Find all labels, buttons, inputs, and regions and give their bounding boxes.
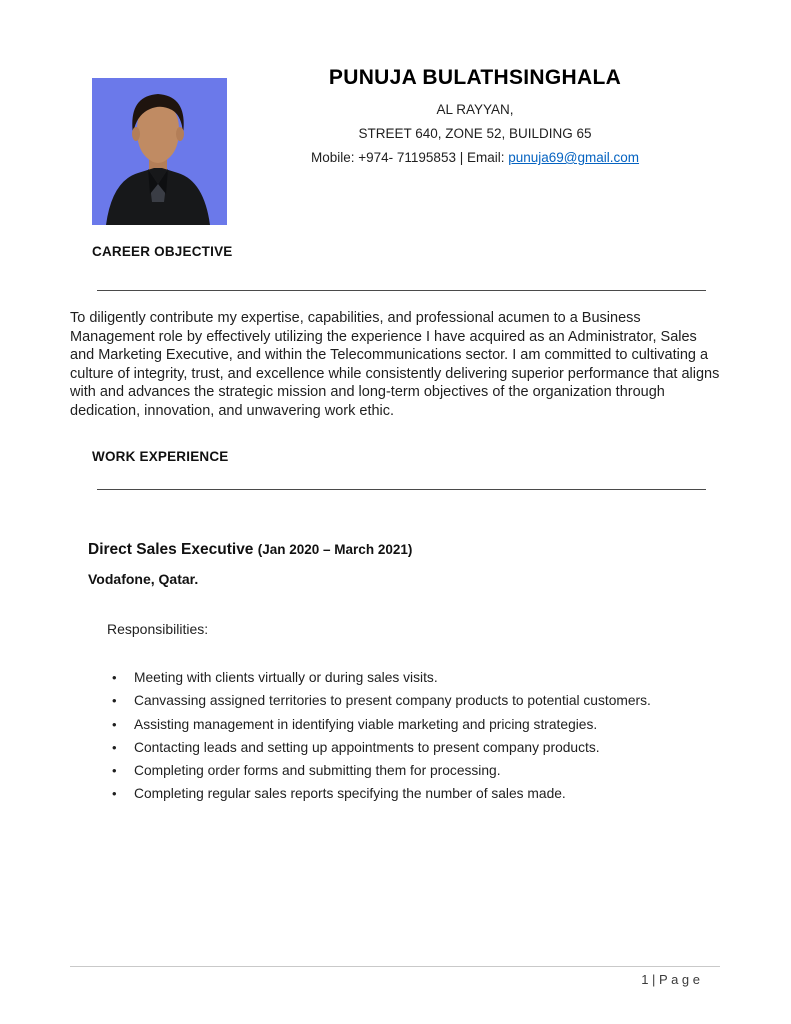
address-line-2: STREET 640, ZONE 52, BUILDING 65 — [358, 126, 592, 141]
address-line-1: AL RAYYAN, — [436, 102, 514, 117]
profile-photo-image — [92, 78, 227, 225]
contact-prefix: Mobile: +974- 71195853 | Email: — [310, 150, 509, 165]
bullet-icon: • — [112, 670, 117, 685]
career-objective-divider — [97, 290, 706, 291]
bullet-icon: • — [112, 739, 117, 755]
job-title-row — [88, 541, 412, 559]
bullet-icon: • — [112, 763, 117, 779]
profile-photo — [92, 78, 227, 225]
page-number: 1 | P a g e — [641, 972, 700, 987]
work-experience-divider — [97, 489, 706, 490]
responsibilities-label: Responsibilities: — [107, 621, 209, 637]
list-item — [112, 671, 702, 686]
responsibility-text: Completing regular sales reports specifying the number of sales made. — [134, 786, 566, 802]
header — [240, 66, 710, 165]
footer-divider — [70, 966, 720, 967]
job-title: Direct Sales Executive — [88, 541, 258, 558]
responsibility-text: Canvassing assigned territories to present company products to potential customers. — [134, 693, 651, 709]
list-item — [112, 694, 702, 709]
bullet-icon: • — [112, 693, 117, 709]
list-item — [112, 787, 702, 802]
responsibility-text: Completing order forms and submitting them for processing. — [134, 763, 501, 779]
responsibility-text: Meeting with clients virtually or during sales visits. — [134, 670, 438, 685]
email-link[interactable]: punuja69@gmail.com — [508, 150, 640, 165]
responsibility-text: Contacting leads and setting up appointments to present company products. — [134, 739, 600, 755]
responsibility-text: Assisting management in identifying viable marketing and pricing strategies. — [134, 716, 598, 732]
list-item — [112, 718, 702, 733]
contact-line — [240, 150, 710, 165]
bullet-icon: • — [112, 786, 117, 802]
career-objective-body: To diligently contribute my expertise, capabilities, and professional acumen to a Business Management role by effectively utilizing the experience I have acquired as an Administrator, Sales and Marketing Executive, and within the Telecommunications sector. I am committed to cultivating a culture of integrity, trust, and excellence while consistently delivering superior performance that aligns with and advances the strategic mission and long-term objectives of the organization through dedication, innovation, and unwavering work ethic. — [70, 310, 720, 419]
list-item — [112, 741, 702, 756]
job-dates: (Jan 2020 – March 2021) — [257, 542, 413, 557]
responsibilities-list — [112, 671, 702, 811]
company-name: Vodafone, Qatar. — [88, 571, 199, 587]
bullet-icon: • — [112, 716, 117, 732]
work-experience-heading: WORK EXPERIENCE — [92, 449, 229, 464]
candidate-name: PUNUJA BULATHSINGHALA — [328, 66, 622, 89]
list-item — [112, 764, 702, 779]
career-objective-heading: CAREER OBJECTIVE — [92, 244, 233, 259]
